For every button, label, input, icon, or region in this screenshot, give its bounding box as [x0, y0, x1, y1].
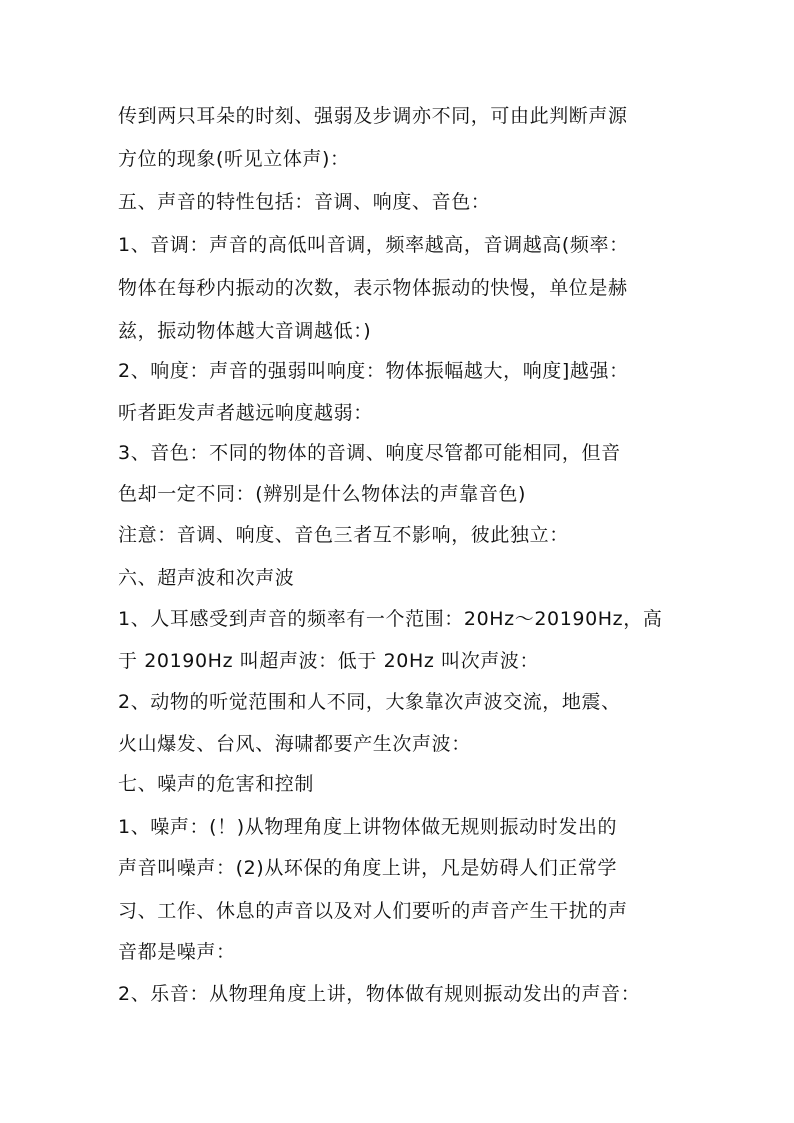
text-line: 物体在每秒内振动的次数，表示物体振动的快慢，单位是赫 [118, 277, 628, 299]
section-heading: 七、噪声的危害和控制 [118, 773, 315, 795]
text-line: 兹，振动物体越大音调越低：) [118, 320, 372, 342]
text-line: 于 20190Hz 叫超声波：低于 20Hz 叫次声波： [118, 650, 540, 672]
note-line: 注意：音调、响度、音色三者互不影响，彼此独立： [118, 524, 569, 546]
text-line: 音都是噪声： [118, 941, 236, 963]
text-line: 火山爆发、台风、海啸都要产生次声波： [118, 733, 471, 755]
text-line: 2、乐音：从物理角度上讲，物体做有规则振动发出的声音： [118, 983, 641, 1005]
text-line: 习、工作、休息的声音以及对人们要听的声音产生干扰的声 [118, 900, 628, 922]
text-line: 2、动物的听觉范围和人不同，大象靠次声波交流，地震、 [118, 691, 621, 713]
text-line: 2、响度：声音的强弱叫响度：物体振幅越大，响度]越强： [118, 360, 629, 382]
text-line: 色却一定不同：(辨别是什么物体法的声靠音色) [118, 483, 527, 505]
text-line: 3、音色：不同的物体的音调、响度尽管都可能相同，但音 [118, 442, 621, 464]
section-heading: 六、超声波和次声波 [118, 567, 295, 589]
text-line: 听者距发声者越远响度越弱： [118, 402, 373, 424]
text-line: 1、噪声：(！)从物理角度上讲物体做无规则振动时发出的 [118, 816, 618, 838]
text-line: 1、音调：声音的高低叫音调，频率越高，音调越高(频率： [118, 234, 629, 256]
text-line: 方位的现象(听见立体声)： [118, 148, 350, 170]
text-line: 1、人耳感受到声音的频率有一个范围：20Hz～20190Hz，高 [118, 608, 663, 630]
text-line: 声音叫噪声：(2)从环保的角度上讲，凡是妨碍人们正常学 [118, 857, 618, 879]
section-heading: 五、声音的特性包括：音调、响度、音色： [118, 191, 491, 213]
text-line: 传到两只耳朵的时刻、强弱及步调亦不同，可由此判断声源 [118, 105, 628, 127]
